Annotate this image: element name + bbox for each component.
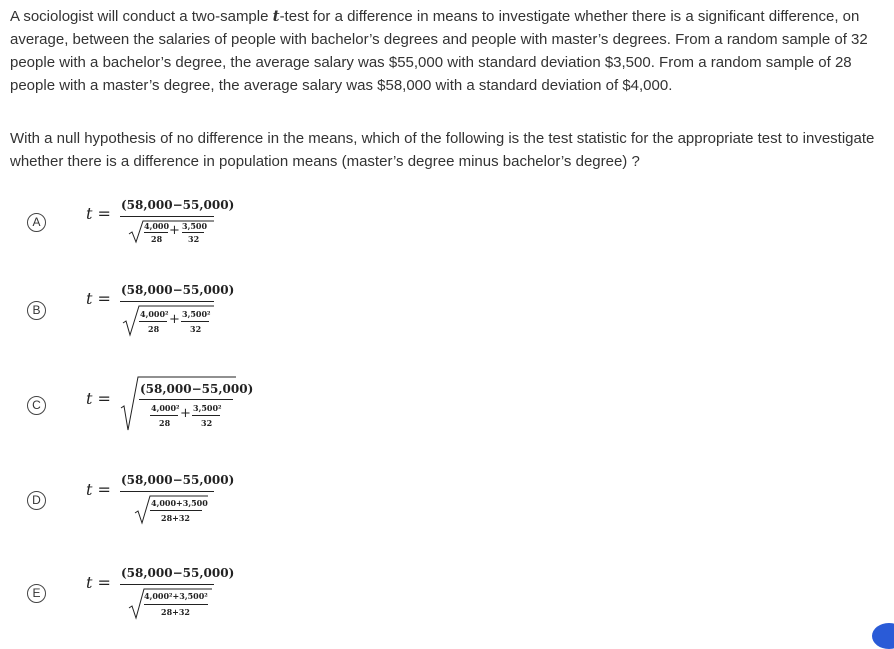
t-equals: t =	[86, 204, 111, 223]
choice-letter-a: A	[27, 213, 46, 232]
sub-bar	[182, 232, 204, 233]
variance-b-den: 32	[190, 324, 202, 334]
variance-b-num: 3,500	[182, 221, 208, 231]
variance-a-den: 28	[151, 234, 163, 244]
variance-b-den: 32	[201, 418, 213, 428]
variance-a-den: 28	[148, 324, 160, 334]
question-text	[10, 5, 888, 173]
help-button[interactable]	[872, 623, 894, 649]
t-equals: t =	[86, 480, 111, 499]
question-paragraph-1: A sociologist will conduct a two-sample t-test for a difference in means to investigate whether there is a significant difference, on average, between the salaries of people with bachelor’s degrees and people with master’s degrees. From a random sample of 32 people with a bachelor’s degree, the average salary was $55,000 with standard deviation $3,500. From a random sample of 28 people with a master’s degree, the average salary was $58,000 with a standard deviation of $4,000.	[10, 7, 868, 94]
t-equals: t =	[86, 389, 111, 408]
variance-a-num: 4,000²	[151, 403, 180, 413]
numerator: (58,000−55,000)	[121, 566, 235, 580]
choice-e[interactable]	[0, 564, 300, 644]
radicand-bottom: 28+32	[161, 513, 190, 523]
fraction-bar	[120, 216, 214, 217]
sub-bar	[192, 415, 220, 416]
choice-letter-e: E	[27, 584, 46, 603]
choice-b[interactable]	[0, 281, 300, 361]
variance-a-num: 4,000	[144, 221, 170, 231]
fraction-bar	[139, 399, 233, 400]
choice-letter-d: D	[27, 491, 46, 510]
numerator: (58,000−55,000)	[121, 473, 235, 487]
numerator: (58,000−55,000)	[140, 382, 254, 396]
question-paragraph-2: With a null hypothesis of no difference in the means, which of the following is the test statistic for the appropriate test to investigate whether there is a difference in population means (master’s degree minus bachelor’s degree) ?	[10, 130, 875, 170]
sub-bar	[144, 232, 168, 233]
variance-a-num: 4,000²	[140, 309, 169, 319]
sub-bar	[139, 321, 167, 322]
fraction-bar	[120, 301, 214, 302]
numerator: (58,000−55,000)	[121, 283, 235, 297]
sub-bar	[150, 415, 178, 416]
t-equals: t =	[86, 573, 111, 592]
choice-letter-b: B	[27, 301, 46, 320]
numerator: (58,000−55,000)	[121, 198, 235, 212]
variance-b-den: 32	[188, 234, 200, 244]
choice-d[interactable]	[0, 471, 300, 551]
sub-bar	[150, 510, 202, 511]
radicand-top: 4,000+3,500	[151, 498, 208, 508]
t-equals: t =	[86, 289, 111, 308]
variance-b-num: 3,500²	[182, 309, 211, 319]
fraction-bar	[120, 491, 214, 492]
variance-b-num: 3,500²	[193, 403, 222, 413]
choice-letter-c: C	[27, 396, 46, 415]
variance-a-den: 28	[159, 418, 171, 428]
choice-c[interactable]	[0, 376, 300, 456]
radicand-bottom: 28+32	[161, 607, 190, 617]
radicand-top: 4,000²+3,500²	[144, 591, 208, 601]
plus-sign: +	[169, 223, 180, 238]
sub-bar	[144, 604, 208, 605]
plus-sign: +	[180, 406, 191, 421]
choice-a[interactable]	[0, 196, 300, 276]
sub-bar	[181, 321, 209, 322]
plus-sign: +	[169, 312, 180, 327]
fraction-bar	[120, 584, 214, 585]
